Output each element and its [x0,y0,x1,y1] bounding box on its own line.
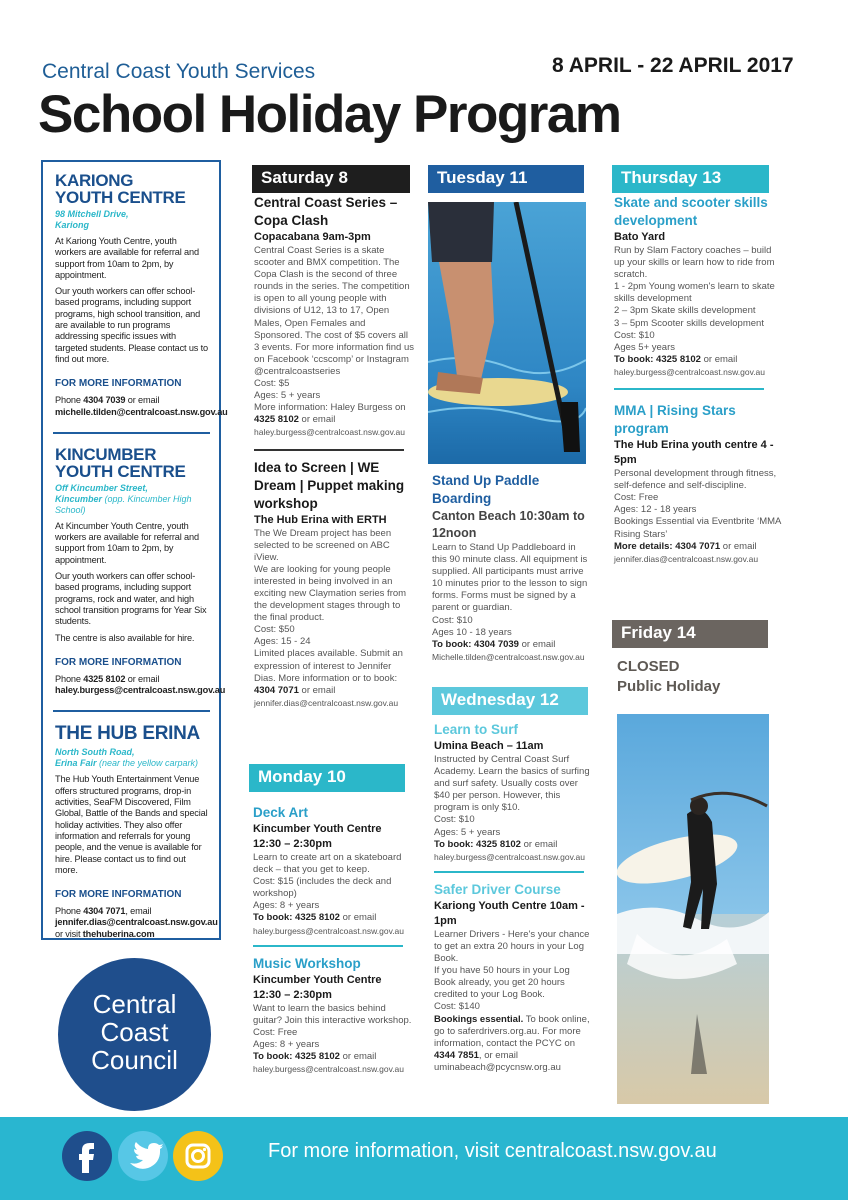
event-title: Deck Art [253,805,309,820]
email-link[interactable]: haley.burgess@centralcoast.nsw.gov.au [253,1064,405,1075]
event-contact: To book: 4325 8102 or email [253,912,377,924]
event-cost: Cost: $50 [254,624,295,636]
surfer-photo [617,714,769,1104]
kariong-centre [55,171,228,418]
facebook-icon[interactable] [62,1131,112,1181]
event-ages: Ages: 15 - 24 [254,636,311,648]
session-item: 2 – 3pm Skate skills development [614,305,756,317]
header-subtitle: Central Coast Youth Services [42,60,316,83]
event-contact: To book: 4325 8102 or email [253,1051,377,1063]
divider [434,871,584,873]
event-contact: More information: Haley Burgess on 4325 8102 or email [254,402,406,426]
event-title: Skate and scooter skills development [614,195,768,228]
divider [53,710,210,712]
centre-address: 98 Mitchell Drive, Kariong [55,209,129,230]
centre-title: THE HUB ERINA [55,723,200,745]
paddle-board-photo [428,202,586,464]
email-link[interactable]: haley.burgess@centralcoast.nsw.gov.au [254,427,406,438]
day-header-saturday: Saturday 8 [252,165,410,193]
hub-erina-centre [55,723,218,940]
centre-address: Off Kincumber Street, Kincumber (opp. Kincumber High School) [55,482,192,515]
centre-address: North South Road, Erina Fair (near the yellow carpark) [55,747,199,769]
event-desc: Bookings Essential via Eventbrite ‘MMA Rising Stars’ [614,516,781,540]
event-desc: Bookings essential. To book online, go to saferdrivers.org.au. For more information, contact the PCYC on 4344 7851, or email [434,1013,590,1061]
event-desc: Limited places available. Submit an expression of interest to Jennifer Dias. More information or to book: [254,648,403,684]
centre-contact: Phone 4325 8102 or email haley.burgess@centralcoast.nsw.gov.au [55,673,226,696]
paddle-board-image [428,202,586,464]
event-desc: Learn to create art on a skateboard deck – that you get to keep. [253,852,402,876]
page-title: School Holiday Program [38,85,621,144]
event-desc: Personal development through fitness, self-defence and self-discipline. [614,468,777,492]
twitter-icon[interactable] [118,1131,168,1181]
event-desc: Want to learn the basics behind guitar? Join this interactive workshop. [253,1002,412,1026]
event-title: Learn to Surf [434,722,519,737]
email-link[interactable]: uminabeach@pcycnsw.org.au [434,1061,561,1073]
event-title: Idea to Screen | WE Dream | Puppet making workshop [254,459,405,511]
event-cost: Cost: Free [614,492,659,504]
email-link[interactable]: jennifer.dias@centralcoast.nsw.gov.au [254,697,399,708]
event-title: Music Workshop [253,955,361,971]
event-cost: Cost: Free [253,1026,298,1038]
footer-website-text[interactable]: For more information, visit centralcoast.nsw.gov.au [268,1140,717,1162]
event-location: Copacabana 9am-3pm [254,231,371,243]
council-logo: Central Coast Council [58,958,211,1111]
email-link[interactable]: jennifer.dias@centralcoast.nsw.gov.au [55,917,218,928]
centre-title: KINCUMBER YOUTH CENTRE [55,444,186,481]
event-ages: Ages 5+ years [614,341,675,353]
event-location: Kariong Youth Centre 10am - 1pm [434,899,585,927]
event-location: The Hub Erina with ERTH [254,513,387,526]
event-title: Central Coast Series – Copa Clash [254,195,398,228]
more-info-heading: FOR MORE INFORMATION [55,889,182,901]
event-contact: To book: 4304 7039 or email [432,638,556,650]
wednesday-events [434,721,594,1074]
date-range: 8 APRIL - 22 APRIL 2017 [552,54,794,77]
centre-desc: The Hub Youth Entertainment Venue offers structured programs, drop-in activities, SeaFM Discovered, Film Global, Battle of the Bands and special holiday activities. They also offer information and referrals for young people, and the venue is available for hire. Please contact us to find out more. [55,774,208,875]
event-location: Kincumber Youth Centre [253,823,382,835]
event-cost: Cost: $15 (includes the deck and workshop) [253,876,392,900]
centre-title: KARIONG YOUTH CENTRE [55,171,186,207]
event-desc: Learner Drivers - Here's your chance to get an extra 20 hours in your Log Book. [434,928,590,965]
day-header-monday: Monday 10 [249,764,405,792]
divider [614,388,764,390]
event-ages: Ages: 12 - 18 years [614,504,697,516]
event-cost: Cost: $10 [434,814,475,826]
saturday-events [254,194,414,709]
event-title: Stand Up Paddle Boarding [432,473,540,506]
email-link[interactable]: haley.burgess@centralcoast.nsw.gov.au [253,925,405,936]
session-item: 3 – 5pm Scooter skills development [614,317,764,329]
event-cost: Cost: $10 [432,614,473,626]
event-desc: If you have 50 hours in your Log Book already, you get 20 hours credited to your Log Book. [434,965,570,1001]
event-ages: Ages: 8 + years [253,900,320,912]
event-desc: Instructed by Central Coast Surf Academy. Learn the basics of surfing and surf safety. Usually costs over $40 per person. However, this program is only $10. [434,754,590,814]
website-link[interactable]: thehuberina.com [82,928,155,939]
centre-desc: At Kariong Youth Centre, youth workers are available for referral and support from 10am to 2pm, by appointment. [55,236,199,280]
centre-desc: The centre is also available for hire. [55,632,195,643]
tuesday-events [432,472,592,663]
event-ages: Ages: 5 + years [254,390,321,402]
email-link[interactable]: haley.burgess@centralcoast.nsw.gov.au [55,685,226,696]
day-header-thursday: Thursday 13 [612,165,769,193]
event-location: Bato Yard [614,231,666,243]
event-desc: Central Coast Series is a skate scooter and BMX competition. The Copa Clash is the second of three rounds in the series. The competition is open to all young people with divisions of U12, 13 to 17, Open Males, Open Females and Sponsored. The cost of $5 covers all 3 events. For more information find us on Facebook ‘ccscomp’ or Instagram @centralcoastseries [254,245,414,377]
email-link[interactable]: michelle.tilden@centralcoast.nsw.gov.au [55,406,228,417]
closed-notice: CLOSED Public Holiday [617,658,721,695]
event-desc: We are looking for young people interested in being involved in an exciting new Claymation series from the development stages through to the final product. [254,563,407,624]
monday-events [253,804,413,1075]
event-location: Umina Beach – 11am [434,740,544,752]
thursday-events [614,194,784,565]
more-info-heading: FOR MORE INFORMATION [55,378,182,390]
day-header-tuesday: Tuesday 11 [428,165,584,193]
event-cost: Cost: $140 [434,1001,480,1013]
event-location: Canton Beach 10:30am to 12noon [432,509,585,540]
instagram-icon[interactable] [173,1131,223,1181]
email-link[interactable]: Michelle.tilden@centralcoast.nsw.gov.au [432,651,585,662]
centre-contact: Phone 4304 7039 or email michelle.tilden@centralcoast.nsw.gov.au [55,395,228,417]
day-header-friday: Friday 14 [612,620,768,648]
email-link[interactable]: jennifer.dias@centralcoast.nsw.gov.au [614,553,759,564]
divider [253,945,403,947]
event-ages: Ages: 5 + years [434,826,501,838]
event-title: MMA | Rising Stars program [614,403,736,437]
day-header-wednesday: Wednesday 12 [432,687,588,715]
youth-centres-box [41,160,228,940]
event-desc: The We Dream project has been selected to be screened on ABC iView. [254,527,392,563]
centre-contact: Phone 4304 7071, email jennifer.dias@centralcoast.nsw.gov.au or visit thehuberina.com [55,906,218,939]
centre-desc: Our youth workers can offer school-based programs, including support programs, rock and water, and high school transition programs for Year Six students. [55,571,207,627]
event-contact: To book: 4325 8102 or email [614,353,738,365]
session-item: 1 - 2pm Young women's learn to skate skills development [614,281,775,305]
centre-desc: Our youth workers can offer school-based programs, including support programs, high school transition, and are available to run programs addressing specific issues with targeted students. Please contact us to find out more. [55,286,208,364]
event-location: Kincumber Youth Centre [253,973,382,986]
divider [53,432,210,434]
event-contact: To book: 4325 8102 or email [434,838,558,850]
event-time: 12:30 – 2:30pm [253,988,332,1001]
event-title: Safer Driver Course [434,881,561,897]
event-cost: Cost: $5 [254,378,290,390]
email-link[interactable]: haley.burgess@centralcoast.nsw.gov.au [614,366,766,377]
event-time: 12:30 – 2:30pm [253,838,332,850]
event-desc: Learn to Stand Up Paddleboard in this 90 minute class. All equipment is supplied. All participants must arrive 10 minutes prior to the lesson to sign forms. Forms must be signed by a parent or guardian. [432,542,588,614]
email-link[interactable]: haley.burgess@centralcoast.nsw.gov.au [434,851,586,862]
event-contact: More details: 4304 7071 or email [614,540,757,552]
event-ages: Ages 10 - 18 years [432,626,512,638]
event-location: The Hub Erina youth centre 4 - 5pm [614,439,774,467]
event-contact: 4304 7071 or email [254,684,336,696]
more-info-heading: FOR MORE INFORMATION [55,656,182,668]
event-desc: Run by Slam Factory coaches – build up your skills or learn how to ride from scratch. [614,245,775,281]
centre-desc: At Kincumber Youth Centre, youth workers are available for referral and support from 10am to 2pm, by appointment. [55,520,199,565]
divider [254,449,404,451]
kincumber-centre [55,444,226,697]
surfer-image [617,714,769,1104]
event-cost: Cost: $10 [614,329,655,341]
event-ages: Ages: 8 + years [253,1038,320,1050]
